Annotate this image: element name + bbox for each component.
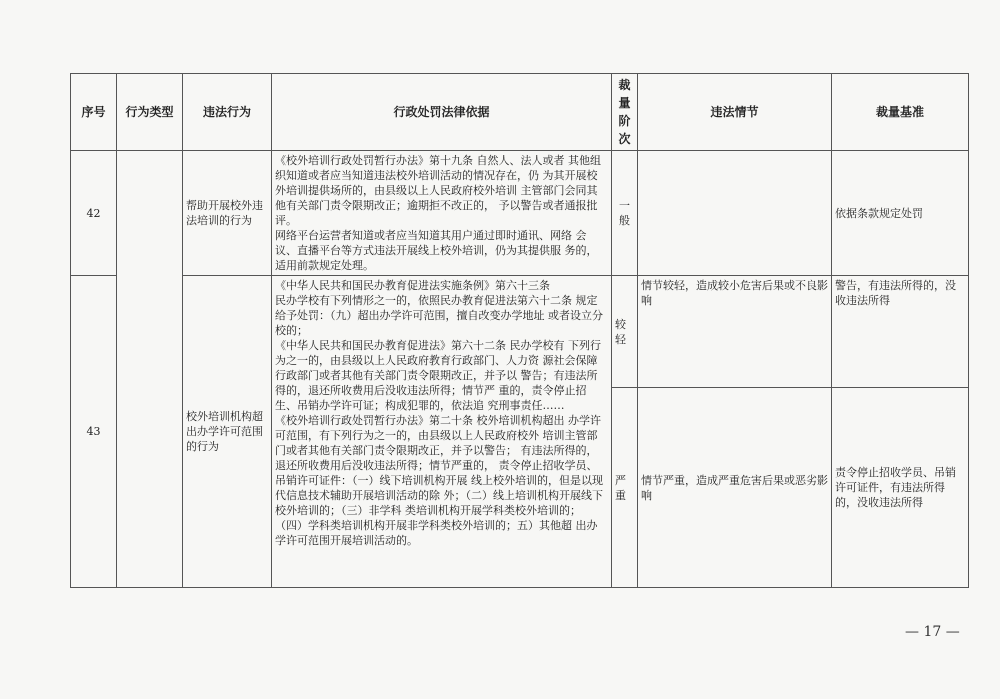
basis-paragraph: 《校外培训行政处罚暂行办法》第十九条 自然人、法人或者 其他组织知道或者应当知道违法校外培训活动的情况存在，仍 为其开展校外培训提供场所的，由县级以上人民政府校外培训 主管部门会同其他有关部门责令限期改正；逾期拒不改正的， 予以警告或者通报批评。 — [275, 154, 601, 227]
legal-basis-cell — [272, 151, 612, 276]
circumstance-cell — [638, 151, 832, 276]
penalty-table — [70, 73, 969, 588]
behavior-type-cell — [117, 151, 183, 588]
violation-cell: 校外培训机构超出办学许可范围的行为 — [183, 276, 272, 588]
header-legal-basis: 行政处罚法律依据 — [272, 74, 612, 151]
basis-paragraph: 《中华人民共和国民办教育促进法实施条例》第六十三条 — [275, 279, 550, 292]
level-cell: 严重 — [612, 388, 638, 588]
circumstance-cell: 情节较轻，造成较小危害后果或不良影响 — [638, 276, 832, 388]
table-row — [71, 151, 969, 276]
level-cell: 一般 — [612, 151, 638, 276]
standard-cell: 警告，有违法所得的，没 收违法所得 — [832, 276, 969, 388]
basis-paragraph: 《中华人民共和国民办教育促进法》第六十二条 民办学校有 下列行为之一的，由县级以上人民政府教育行政部门、人力资 源社会保障行政部门或者其他有关部门责令限期改正，并予以 警告；有违法所得的，退还所收费用后没收违法所得；情节严 重的，责令停止招生、吊销办学许可证；构成犯罪的，依法追 究刑事责任…… — [275, 339, 601, 412]
row-number: 42 — [71, 151, 117, 276]
basis-paragraph: 《校外培训行政处罚暂行办法》第二十条 校外培训机构超出 办学许可范围，有下列行为之一的，由县级以上人民政府校外 培训主管部门或者其他有关部门责令限期改正，并予以警告； 有违法所得的，退还所收费用后没收违法所得；情节严重的， 责令停止招收学员、吊销许可证件：（一）线下培训机构开展 线上校外培训的，但是以现代信息技术辅助开展培训活动的除 外；（二）线上培训机构开展线下校外培训的；（三）非学科 类培训机构开展学科类校外培训的； — [275, 414, 603, 517]
basis-paragraph: 网络平台运营者知道或者应当知道其用户通过即时通讯、网络 会议、直播平台等方式违法开展线上校外培训，仍为其提供服 务的，适用前款规定处理。 — [275, 229, 598, 272]
header-standard: 裁量基准 — [832, 74, 969, 151]
standard-cell: 依据条款规定处罚 — [832, 151, 969, 276]
row-number: 43 — [71, 276, 117, 588]
legal-basis-cell — [272, 276, 612, 588]
header-level: 裁量 阶次 — [612, 74, 638, 151]
table-row — [71, 276, 969, 388]
circumstance-cell: 情节严重，造成严重危害后果或恶劣影响 — [638, 388, 832, 588]
basis-paragraph: （四）学科类培训机构开展非学科类校外培训的；五）其他超 出办学许可范围开展培训活动的。 — [275, 519, 598, 547]
standard-cell: 责令停止招收学员、吊销许可证件，有违法所得的，没收违法所得 — [832, 388, 969, 588]
header-circumstance: 违法情节 — [638, 74, 832, 151]
header-row — [71, 74, 969, 151]
violation-cell: 帮助开展校外违法培训的行为 — [183, 151, 272, 276]
level-cell: 较轻 — [612, 276, 638, 388]
basis-paragraph: 民办学校有下列情形之一的，依照民办教育促进法第六十二条 规定给予处罚：（九）超出办学许可范围，擅自改变办学地址 或者设立分校的； — [275, 294, 603, 337]
header-behavior-type: 行为类型 — [117, 74, 183, 151]
header-violation: 违法行为 — [183, 74, 272, 151]
header-no: 序号 — [71, 74, 117, 151]
page-number: — 17 — — [905, 624, 960, 640]
